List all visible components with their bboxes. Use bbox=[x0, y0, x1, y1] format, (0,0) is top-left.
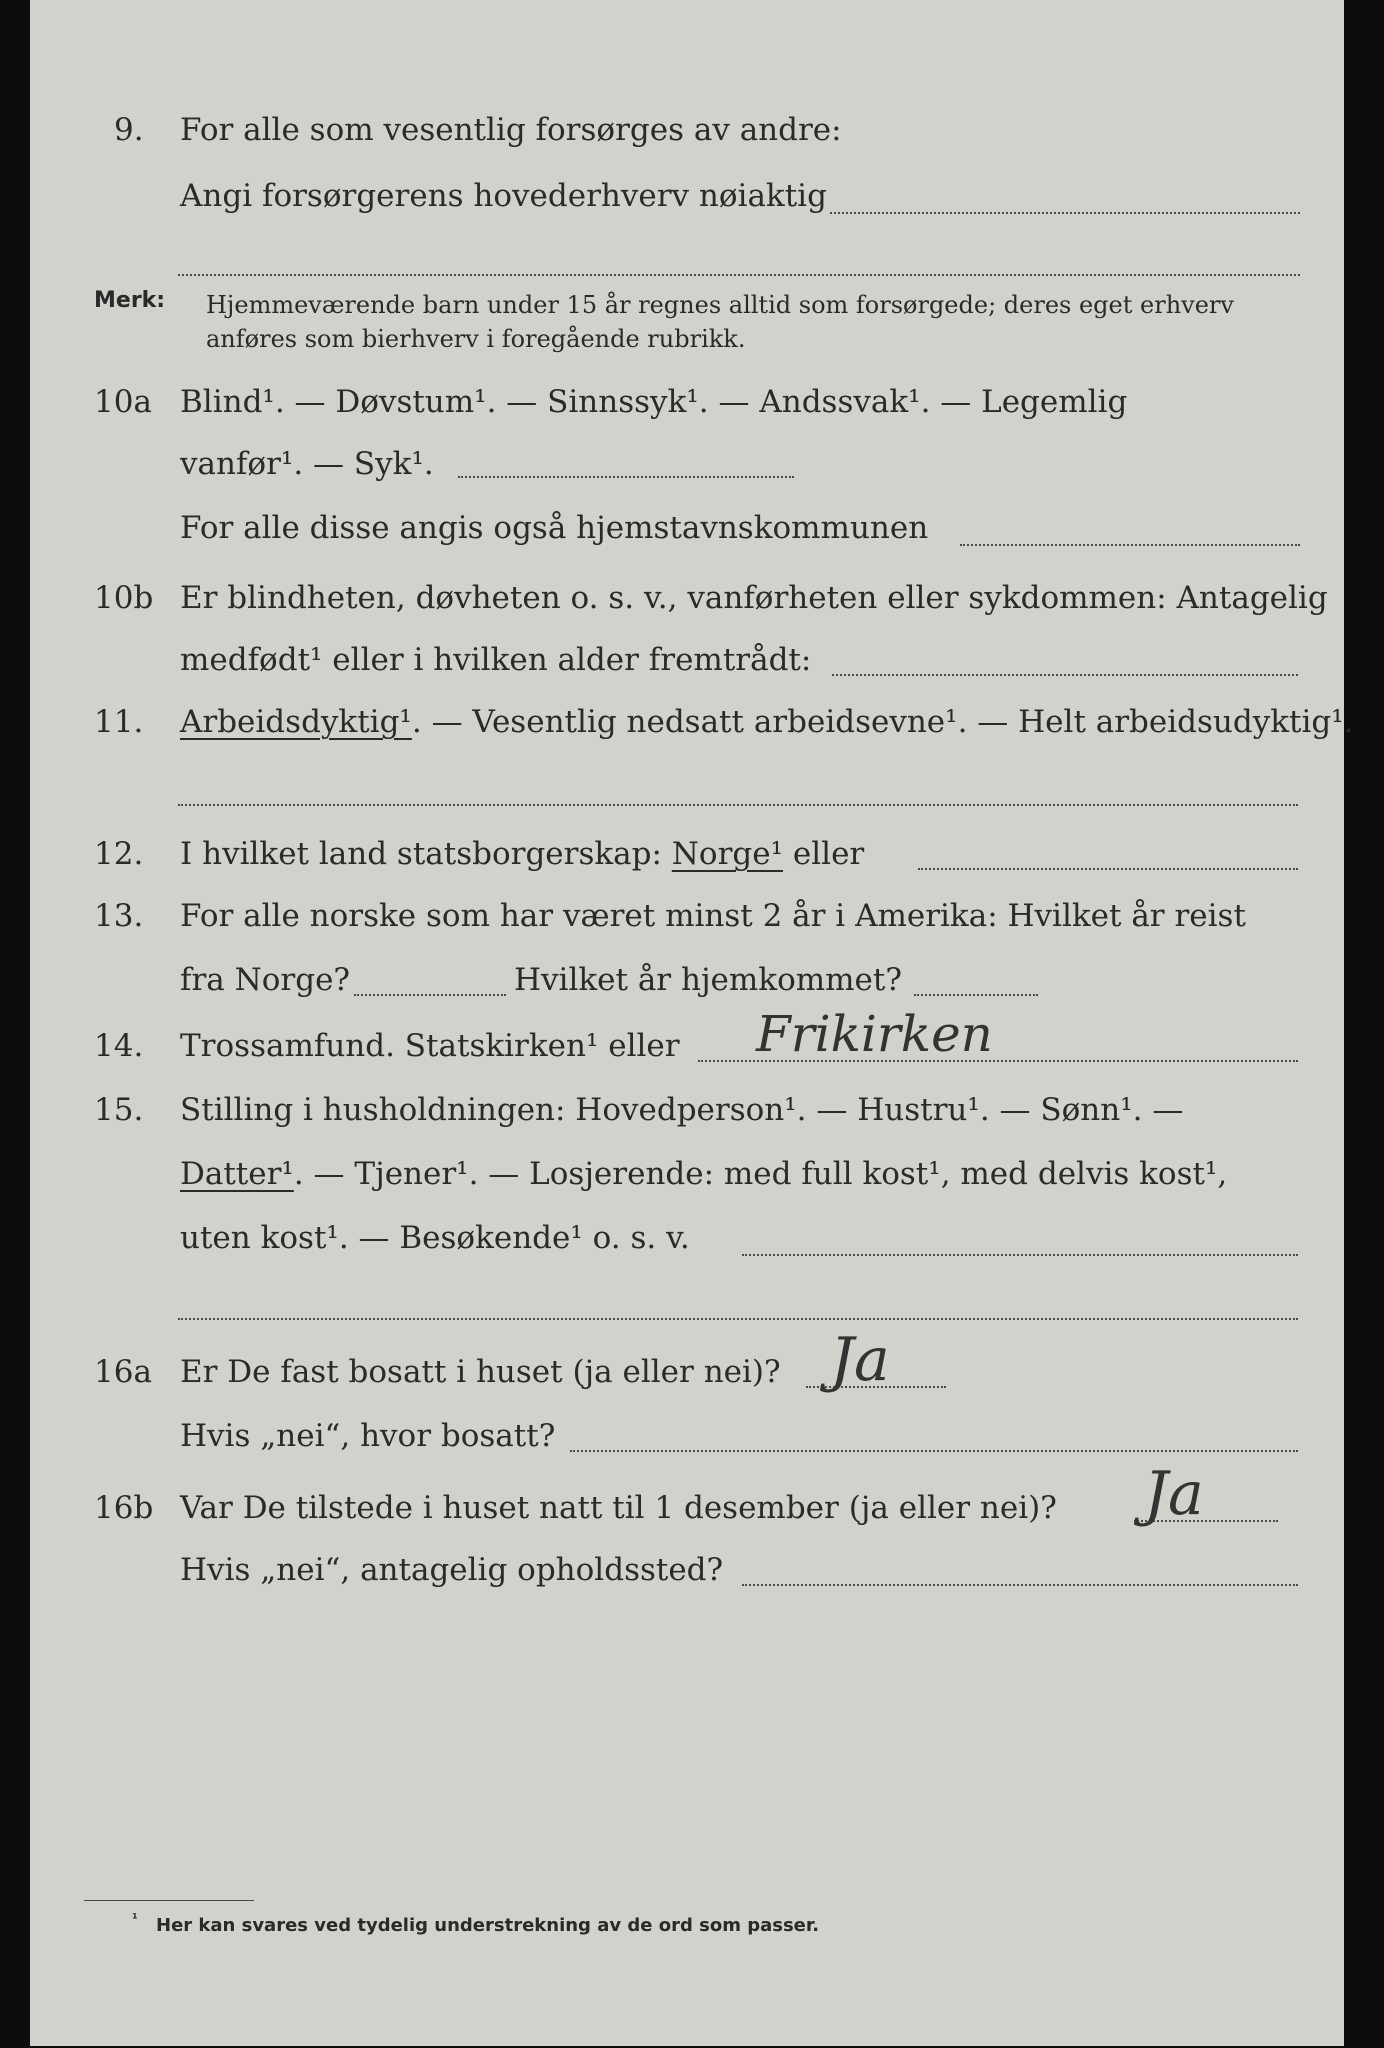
merk-label: Merk: bbox=[94, 288, 166, 313]
q13-number: 13. bbox=[94, 898, 144, 934]
q13-hjemkommet-line[interactable] bbox=[914, 994, 1038, 996]
q16a-number: 16a bbox=[94, 1354, 152, 1390]
q13-reist-line[interactable] bbox=[354, 994, 506, 996]
q10b-number: 10b bbox=[94, 580, 154, 616]
q15-number: 15. bbox=[94, 1092, 144, 1128]
q14-handwritten-answer: Frikirken bbox=[756, 1005, 993, 1063]
q15-line2 bbox=[180, 1154, 1227, 1194]
q16b-number: 16b bbox=[94, 1490, 154, 1526]
q16a-bosatt-line[interactable] bbox=[570, 1450, 1298, 1452]
q10a-line1: Blind¹. — Døvstum¹. — Sinnssyk¹. — Andssvak¹. — Legemlig bbox=[180, 384, 1128, 420]
q10b-line1: Er blindheten, døvheten o. s. v., vanførheten eller sykdommen: Antagelig bbox=[180, 580, 1328, 616]
q16b-handwritten-answer: Ja bbox=[1144, 1459, 1204, 1529]
q11-underlined-answer: Arbeidsdyktig¹ bbox=[180, 704, 412, 740]
q11-rest: . — Vesentlig nedsatt arbeidsevne¹. — Helt arbeidsudyktig¹. bbox=[411, 704, 1354, 740]
q16b-line2: Hvis „nei“, antagelig opholdssted? bbox=[180, 1552, 724, 1588]
q10a-number: 10a bbox=[94, 384, 152, 420]
q15-underlined-answer: Datter¹ bbox=[180, 1156, 294, 1192]
q9-answer-line[interactable] bbox=[830, 212, 1300, 214]
q11-number: 11. bbox=[94, 704, 144, 740]
q14-line: Trossamfund. Statskirken¹ eller bbox=[180, 1028, 680, 1064]
footnote-text: Her kan svares ved tydelig understrekning av de ord som passer. bbox=[156, 1915, 820, 1936]
q13-line1: For alle norske som har været minst 2 år i Amerika: Hvilket år reist bbox=[180, 898, 1246, 934]
merk-line2: anføres som bierhverv i foregående rubrikk. bbox=[206, 325, 746, 353]
q12-underlined-answer: Norge¹ bbox=[671, 836, 784, 872]
q15-answer-line[interactable] bbox=[742, 1254, 1298, 1256]
q12-answer-line[interactable] bbox=[918, 868, 1298, 870]
q16b-line1: Var De tilstede i huset natt til 1 desember (ja eller nei)? bbox=[180, 1490, 1057, 1526]
q10a-kommune-line[interactable] bbox=[960, 544, 1300, 546]
merk-line1: Hjemmeværende barn under 15 år regnes alltid som forsørgede; deres eget erhverv bbox=[206, 291, 1234, 319]
q16b-opholdssted-line[interactable] bbox=[742, 1584, 1298, 1586]
q13-line2b: Hvilket år hjemkommet? bbox=[514, 962, 902, 998]
q9-line2: Angi forsørgerens hovederhverv nøiaktig bbox=[180, 178, 827, 214]
q15-line3: uten kost¹. — Besøkende¹ o. s. v. bbox=[180, 1220, 690, 1256]
q16a-handwritten-answer: Ja bbox=[830, 1325, 890, 1395]
q9-answer-line-2[interactable] bbox=[178, 274, 1300, 276]
footnote-mark: ¹ bbox=[132, 1912, 138, 1927]
q12-post: eller bbox=[792, 836, 865, 872]
q12-line bbox=[180, 834, 864, 874]
q10a-line2: vanfør¹. — Syk¹. bbox=[180, 446, 434, 482]
q14-number: 14. bbox=[94, 1028, 144, 1064]
footnote-rule bbox=[84, 1900, 254, 1901]
q13-line2a: fra Norge? bbox=[180, 962, 351, 998]
q10a-line3: For alle disse angis også hjemstavnskommunen bbox=[180, 510, 929, 546]
census-form-page bbox=[30, 0, 1354, 2046]
q12-pre: I hvilket land statsborgerskap: bbox=[180, 836, 662, 872]
q16a-line1: Er De fast bosatt i huset (ja eller nei)? bbox=[180, 1354, 781, 1390]
q11-line bbox=[180, 702, 1354, 742]
q9-number: 9. bbox=[114, 112, 144, 148]
q15-line1: Stilling i husholdningen: Hovedperson¹. — Hustru¹. — Sønn¹. — bbox=[180, 1092, 1184, 1128]
q16a-line2: Hvis „nei“, hvor bosatt? bbox=[180, 1418, 556, 1454]
q10a-syk-line[interactable] bbox=[458, 476, 794, 478]
q12-number: 12. bbox=[94, 836, 144, 872]
q10b-answer-line[interactable] bbox=[832, 674, 1298, 676]
q11-answer-line[interactable] bbox=[178, 804, 1298, 806]
q10b-line2: medfødt¹ eller i hvilken alder fremtrådt: bbox=[180, 642, 812, 678]
q15-line2-rest: . — Tjener¹. — Losjerende: med full kost¹, med delvis kost¹, bbox=[293, 1156, 1228, 1192]
q9-line1: For alle som vesentlig forsørges av andre: bbox=[180, 112, 842, 148]
q15-answer-line-2[interactable] bbox=[178, 1318, 1298, 1320]
